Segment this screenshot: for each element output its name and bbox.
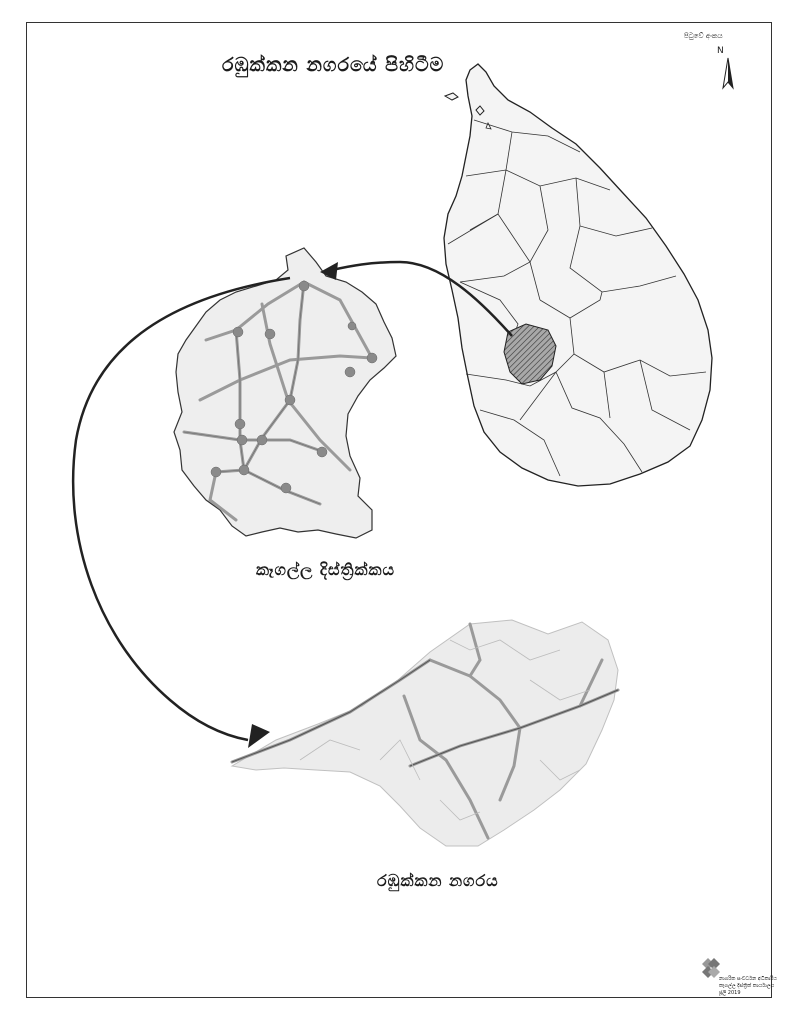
credits-line: නාගරික සංවර්ධන අධිකාරිය <box>719 976 777 982</box>
district-caption: කෑගල්ල දිස්ත්‍රික්කය <box>256 560 395 579</box>
credits-line: කෑගල්ල දිස්ත්‍රික් කාර්යාලය <box>719 983 775 989</box>
rambukkana-town-map <box>232 620 618 846</box>
city-caption: රඹුක්කන නගරය <box>377 871 499 890</box>
uda-logo-icon <box>702 958 720 978</box>
north-arrow-icon <box>723 58 733 88</box>
north-label: N <box>717 46 724 56</box>
kegalle-district-map <box>174 248 396 538</box>
credits-line: ජූලි 2019 <box>719 990 741 996</box>
credits-block <box>719 976 777 997</box>
map-title: රඹුක්කන නගරයේ පිහිටීම <box>222 54 445 76</box>
scale-note: පිටුවේ අංකය <box>684 32 723 40</box>
sri-lanka-map <box>444 64 712 486</box>
